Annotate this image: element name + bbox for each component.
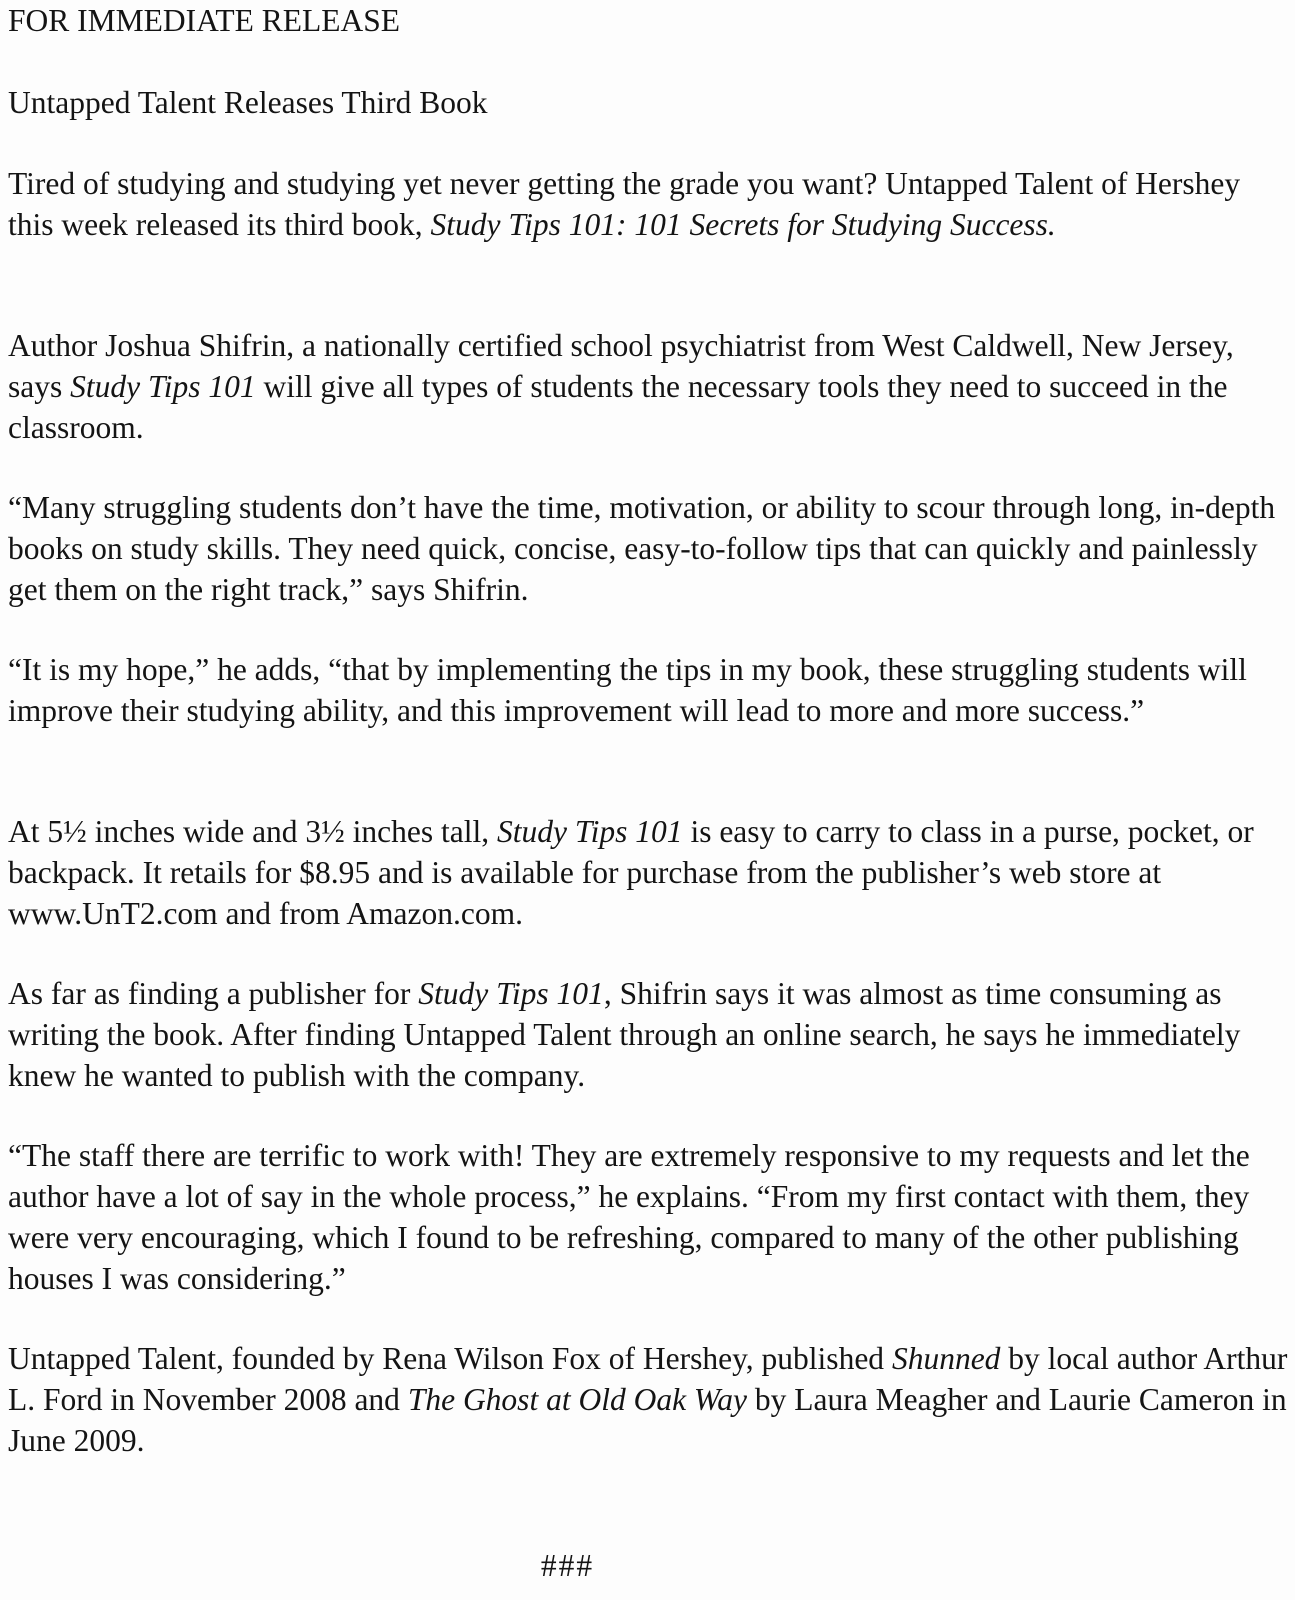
paragraph-author-text-start: Author Joshua Shifrin, a nationally certified school psychiatrist from West Caldwell, New Jersey, says	[8, 328, 1234, 404]
paragraph-publisher-text-end: , Shifrin says it was almost as time consuming as writing the book. After finding Untapped Talent through an online search, he says he immediately knew he wanted to publish with the company.	[8, 976, 1241, 1093]
end-mark: ###	[540, 1548, 595, 1583]
paragraph-quote-1: “Many struggling students don’t have the time, motivation, or ability to scour through long, in-depth books on study skills. They need quick, concise, easy-to-follow tips that can quickly and painlessly get them on the right track,” says Shifrin.	[8, 490, 1276, 607]
paragraph-publisher	[8, 973, 1288, 1096]
book-title-shunned: Shunned	[891, 1341, 1001, 1376]
book-title: Study Tips 101: 101 Secrets for Studying Success.	[430, 207, 1056, 242]
paragraph-intro	[8, 163, 1288, 245]
paragraph-quote-3: “The staff there are terrific to work with! They are extremely responsive to my requests and let the author have a lot of say in the whole process,” he explains. “From my first contact with them, they were very encouraging, which I found to be refreshing, compared to many of the other publishing houses I was considering.”	[8, 1138, 1250, 1296]
paragraph-author	[8, 325, 1288, 448]
paragraph-company-text-3: by Laura Meagher and Laurie Cameron in June 2009.	[8, 1382, 1287, 1458]
book-title-ghost: The Ghost at Old Oak Way	[407, 1382, 748, 1417]
book-title-short: Study Tips 101	[70, 369, 256, 404]
paragraph-company-text-1: Untapped Talent, founded by Rena Wilson Fox of Hershey, published	[8, 1341, 892, 1376]
headline: Untapped Talent Releases Third Book	[8, 85, 488, 120]
paragraph-publisher-text-start: As far as finding a publisher for	[8, 976, 419, 1011]
paragraph-author-text-end: will give all types of students the necessary tools they need to succeed in the classroom.	[8, 369, 1228, 445]
paragraph-company	[8, 1338, 1288, 1461]
paragraph-details-text-start: At 5½ inches wide and 3½ inches tall,	[8, 814, 498, 849]
release-label: FOR IMMEDIATE RELEASE	[8, 3, 400, 38]
book-title-short: Study Tips 101	[497, 814, 683, 849]
paragraph-details-text-end: is easy to carry to class in a purse, pocket, or backpack. It retails for $8.95 and is available for purchase from the publisher’s web store at www.UnT2.com and from Amazon.com.	[8, 814, 1254, 931]
paragraph-details	[8, 811, 1288, 934]
paragraph-company-text-2: by local author Arthur L. Ford in November 2008 and	[8, 1341, 1288, 1417]
book-title-short: Study Tips 101	[418, 976, 604, 1011]
paragraph-intro-text: Tired of studying and studying yet never getting the grade you want? Untapped Talent of Hershey this week released its third book,	[8, 166, 1241, 242]
paragraph-quote-2: “It is my hope,” he adds, “that by implementing the tips in my book, these struggling students will improve their studying ability, and this improvement will lead to more and more success.”	[8, 652, 1247, 728]
